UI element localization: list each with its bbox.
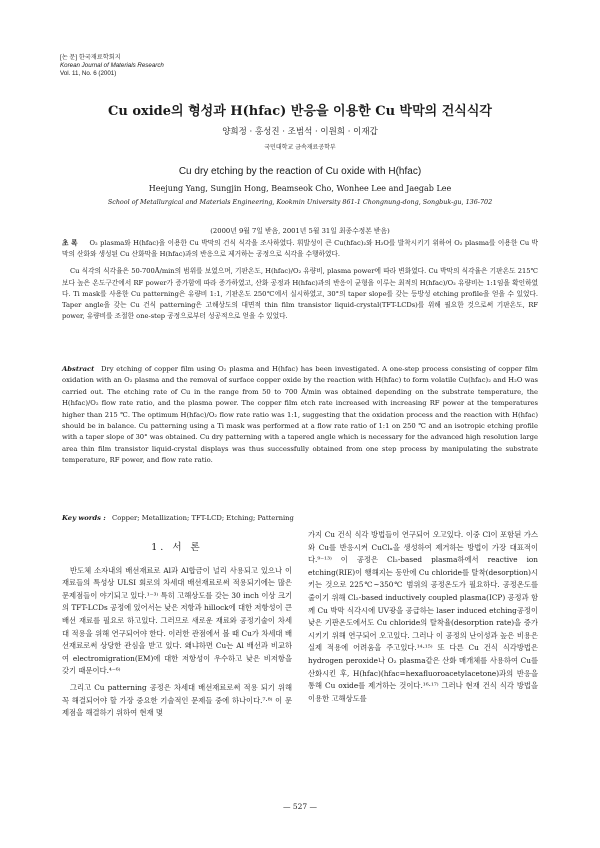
body-paragraph: 반도체 소자내의 배선재료로 Al과 Al합금이 널리 사용되고 있으나 이 재료들의 특성상 ULSI 회로의 차세대 배선재료로써 적용되기에는 많은 문제점들이 야기되고 있다.¹⁻³⁾ 특히 고해상도를 갖는 30 inch 이상 크기의 TFT-LCDs 공정에 있어서는 낮은 저항과 hillock에 대한 저항성이 큰 배선 재료를 필요로 하고있다. 그러므로 새로운 재료와 공정기술이 차세대 적용을 위해 연구되어야 한다. 이러한 관점에서 볼 때 Cu가 차세대 배선재료로써 상당한 관심을 받고 있다. 왜냐하면 Cu는 Al 배선과 비교하여 electromigration(EM)에 대한 저항성이 우수하고 낮은 비저항을 갖기 때문이다.⁴⁻⁶⁾: [62, 565, 292, 676]
abstract-english-text: Dry etching of copper film using O₂ plasma and H(hfac) has been investigated. A one-step process consisting of copper film oxidation with an O₂ plasma and the removal of surface copper oxide by the reaction with H(hfac) to form volatile Cu(hfac)₂ and H₂O was carried out. The etching rate of Cu in the range from 50 to 700 Å/min was obtained depending on the substrate temperature, the H(hfac)/O₂ flow rate ratio, and the plasma power. The copper film etch rate increased with increasing RF power at the temperatures higher than 215 ℃. The optimum H(hfac)/O₂ flow rate ratio was 1:1, suggesting that the oxidation process and the reaction with H(hfac) should be in balance. Cu patterning using a Ti mask was performed at a flow rate ratio of 1:1 on 250 ℃ and an isotropic etching profile with a taper slope of 30° was obtained. Cu dry patterning with a tapered angle which is necessary for the advanced high resolution large area thin film transistor liquid-crystal displays was thus successfully obtained from one step process by manipulating the substrate temperature, RF power, and flow rate ratio.: [62, 365, 538, 465]
body-column-left: [62, 540, 292, 724]
journal-name-en: Korean Journal of Materials Research: [60, 62, 164, 69]
body-paragraph: 가지 Cu 건식 식각 방법들이 연구되어 오고있다. 이중 Cl이 포함된 가스와 Cu를 반응시켜 CuClₓ을 생성하여 제거하는 방법이 가장 대표적이다.⁹⁻¹³⁾ 이 공정은 Cl₂-based plasma하에서 reactive ion etching(RIE)이 행해지는 동안에 Cu chloride를 탈착(desorption)시키는 것으로 225℃~350℃ 범위의 공정온도가 필요하다. 공정온도를 줄이기 위해 Cl₂-based inductively coupled plasma(ICP) 공정과 함께 Cu 박막 식각시에 UV광을 공급하는 laser induced etching공정이 낮은 기판온도에서도 Cu chloride의 탈착율(desorption rate)을 증가시키기 위해 연구되어 오고있다. 그러나 이 공정의 난이성과 높은 비용은 실제 적용에 어려움을 주고있다.¹⁴·¹⁵⁾ 또 다른 Cu 건식 식각방법은 hydrogen peroxide나 O₂ plasma같은 산화 매개체를 사용하여 Cu를 산화시킨 후, H(hfac)(hfac=hexafluoroacetylacetone)과의 반응을 통해 Cu oxide를 제거하는 것이다.¹⁶·¹⁷⁾ 그러나 현재 건식 식각 방법을 이용한 고해상도를: [308, 530, 539, 703]
journal-header: [60, 54, 164, 78]
journal-volume: Vol. 11, No. 6 (2001): [60, 70, 117, 77]
affiliation-english: School of Metallurgical and Materials Engineering, Kookmin University 861-1 Chongnung-dong, Songbuk-gu, 136-702: [107, 198, 493, 206]
paper-title-english: Cu dry etching by the reaction of Cu oxide with H(hfac): [178, 166, 422, 177]
keywords-text: Copper; Metallization; TFT-LCD; Etching; Patterning: [112, 514, 294, 522]
abstract-korean: [62, 238, 538, 328]
keywords: [62, 514, 538, 522]
section-heading-introduction: 1. 서 론: [151, 542, 203, 553]
abstract-korean-p2: Cu 식각의 식각율은 50-700Å/min의 범위를 보였으며, 기판온도, H(hfac)/O₂ 유량비, plasma power에 따라 변화였다. Cu 박막의 식각율은 기판온도 215℃보다 높은 온도구간에서 RF power가 증가함에 따라 증가하였고, 산화 공정과 H(hfac)과의 반응이 균형을 이루는 최적의 H(hfac)/O₂ 유량비는 1:1임을 확인하였다. Ti mask를 사용한 Cu patterning은 유량비 1:1, 기판온도 250℃에서 실시하였고, 30°의 taper slope를 갖는 등방성 etching profile을 얻을 수 있었다. Taper angle을 갖는 Cu 건식 patterning은 고해상도의 대면적 thin film transistor liquid-crystal(TFT-LCDs)를 위해 필요한 것으로써 기판온도, RF power, 유량비를 조절한 one-step 공정으로부터 성공적으로 얻을 수 있었다.: [62, 267, 538, 321]
authors-english: Heejung Yang, Sungjin Hong, Beamseok Cho, Wonhee Lee and Jaegab Lee: [148, 184, 452, 193]
journal-name-ko: [논 문] 한국재료학회지: [60, 54, 121, 61]
affiliation-korean: 국민대학교 금속재료공학부: [264, 144, 336, 151]
abstract-english: [62, 364, 538, 467]
abstract-english-label: Abstract: [62, 365, 95, 373]
received-dates: (2000년 9월 7일 받음, 2001년 5월 31일 최종수정본 받음): [210, 227, 390, 235]
authors-korean: 양희정 · 홍성진 · 조범석 · 이원희 · 이재갑: [222, 127, 378, 137]
body-paragraph: 그리고 Cu patterning 공정은 차세대 배선재료로써 적용 되기 위해 꼭 해결되어야 할 가장 중요한 기술적인 문제들 중에 하나이다.⁷·⁸⁾ 이 문제점을 해결하기 위하여 현재 몇: [62, 682, 292, 718]
paper-title-korean: Cu oxide의 형성과 H(hfac) 반응을 이용한 Cu 박막의 건식식각: [108, 104, 492, 119]
body-column-right: [308, 529, 538, 709]
abstract-korean-p1: 초 록 O₂ plasma와 H(hfac)을 이용한 Cu 박막의 건식 식각을 조사하였다. 휘발성이 큰 Cu(hfac)₂와 H₂O를 발착시키기 위하여 O₂ plasma를 이용한 Cu 박막의 산화와 생성된 Cu 산화막을 H(hfac)과의 반응으로 제거하는 공정으로 식각을 수행하였다.: [62, 239, 539, 259]
page-number: — 527 —: [282, 802, 318, 811]
keywords-label: Key words :: [62, 514, 106, 522]
abstract-korean-label: 초 록: [62, 239, 78, 247]
